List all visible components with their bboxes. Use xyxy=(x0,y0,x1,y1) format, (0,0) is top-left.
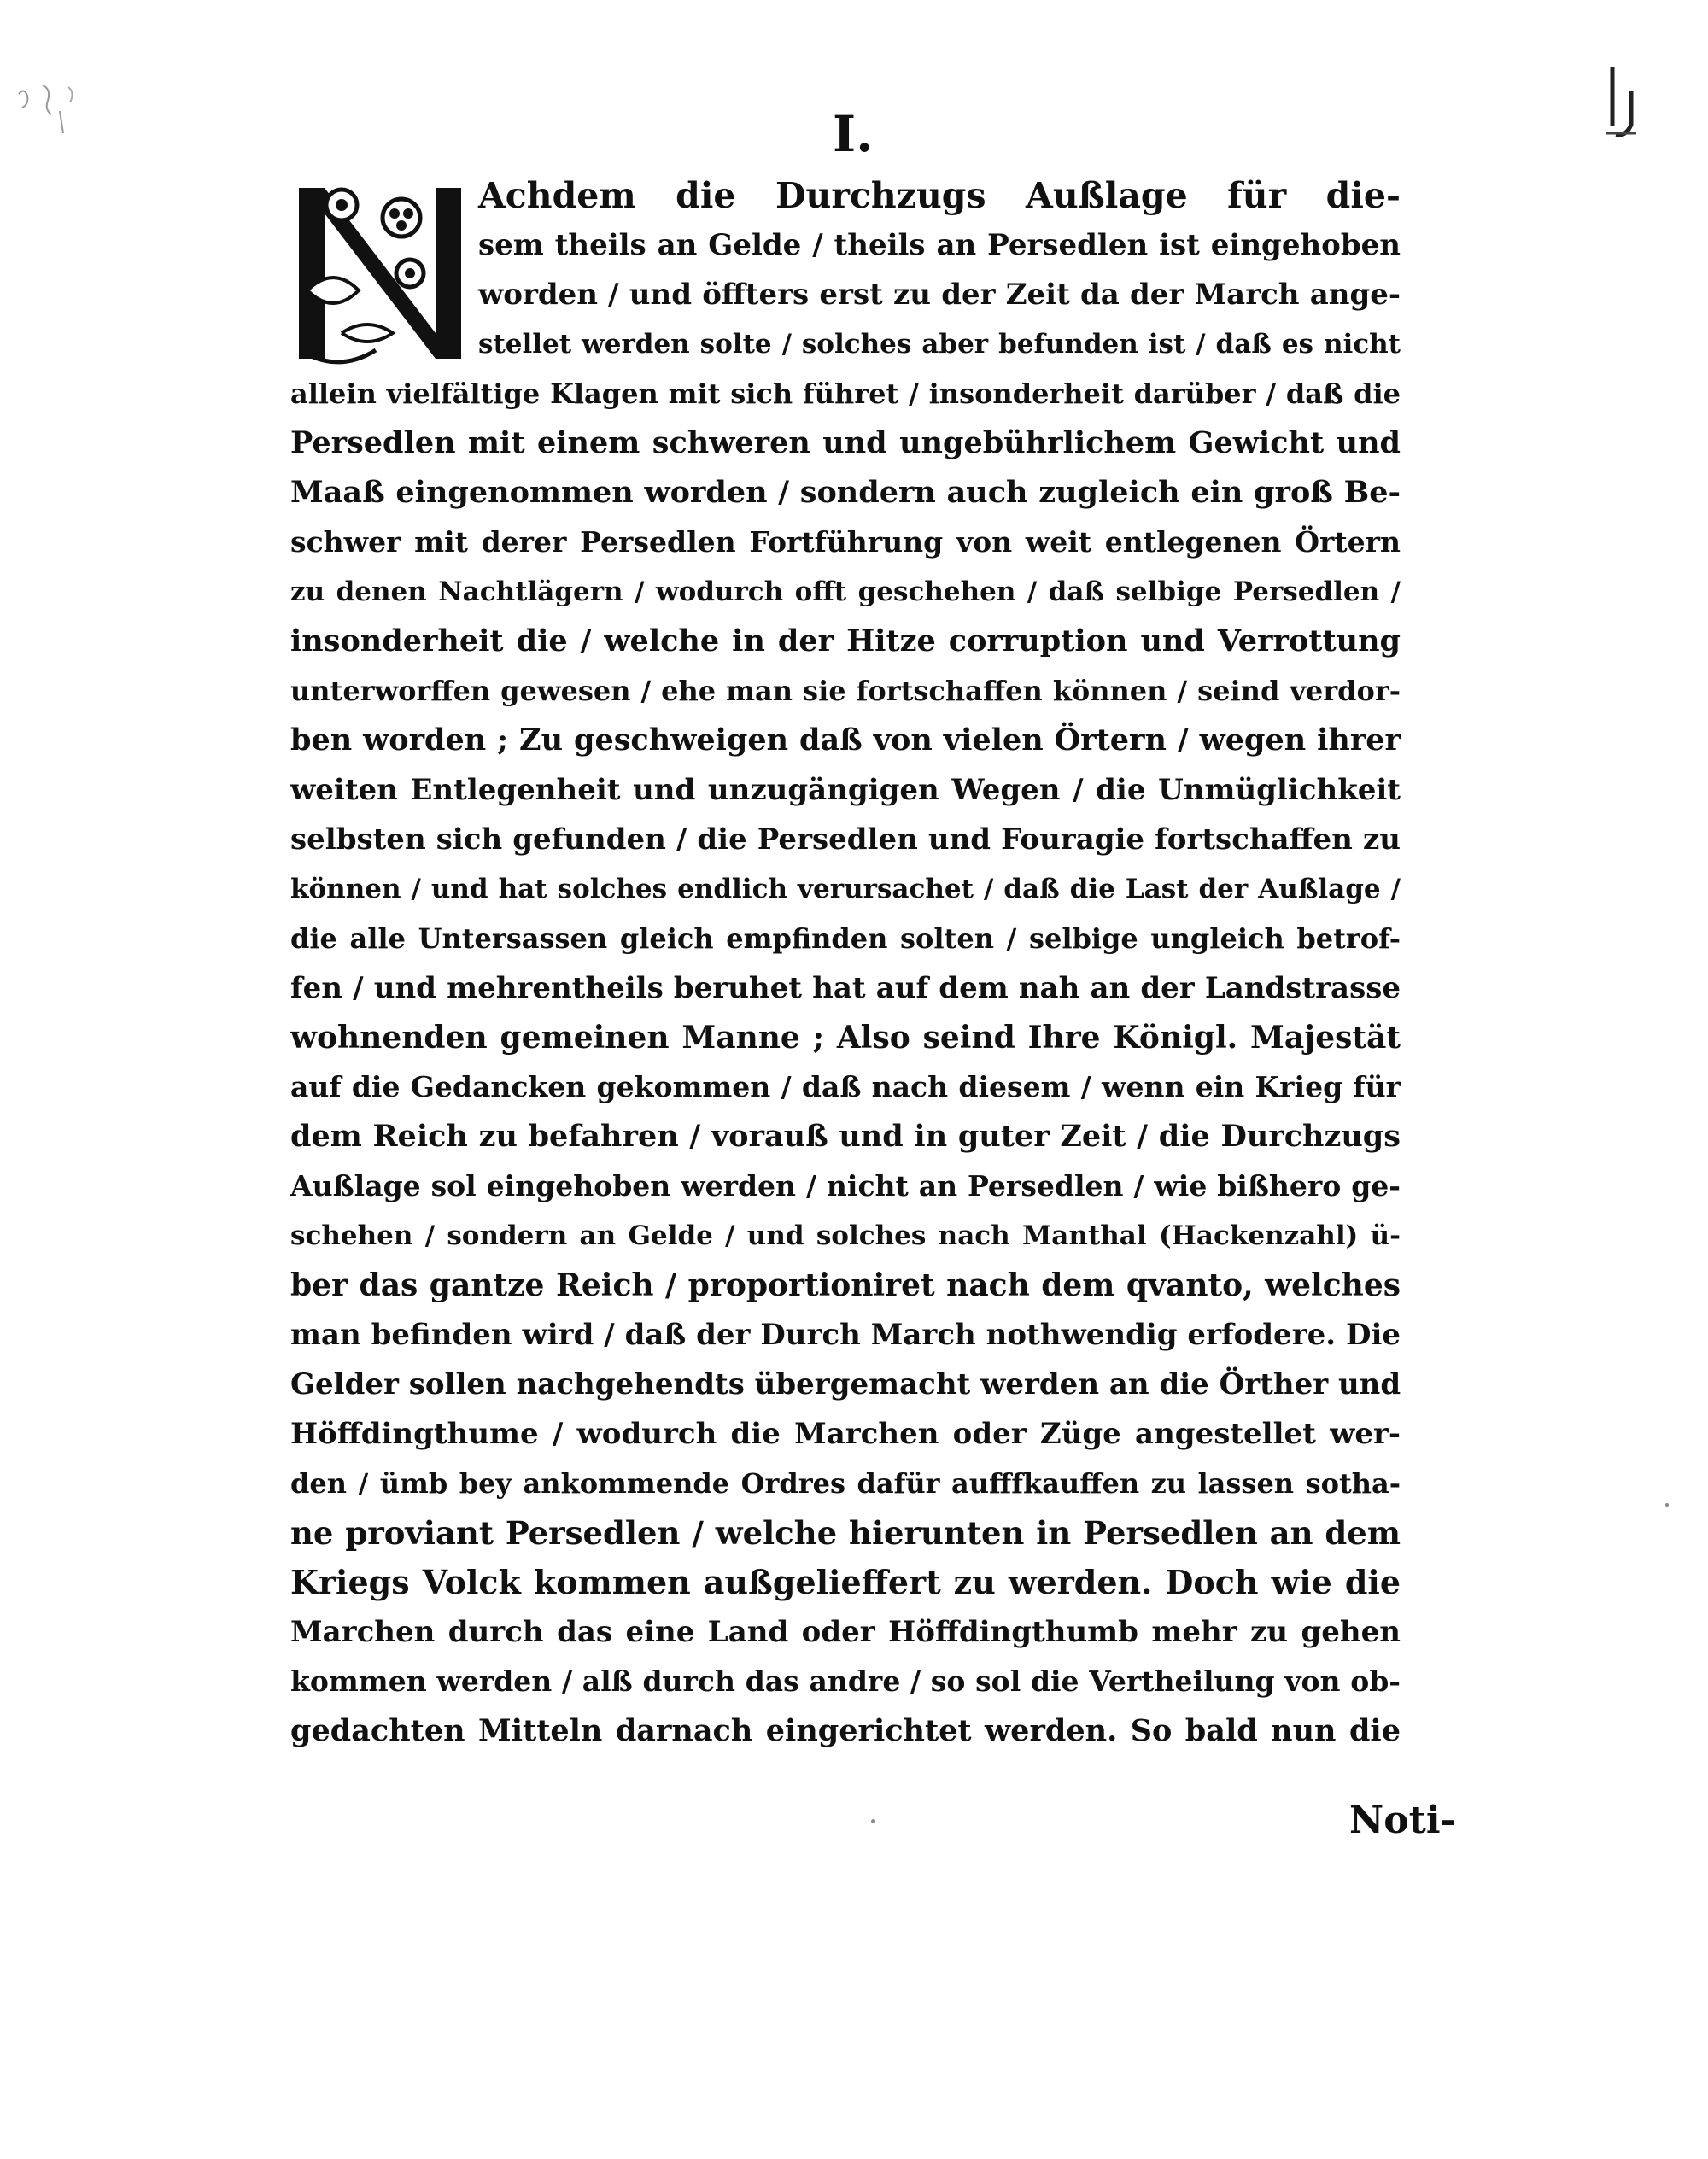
text-line: sem theils an Gelde / theils an Persedlen ist eingehoben xyxy=(478,228,1401,262)
text-line: die alle Untersassen gleich empfinden solten / selbige ungleich betrof- xyxy=(290,922,1401,955)
text-line: ne proviant Persedlen / welche hierunten in Persedlen an dem xyxy=(290,1514,1401,1552)
text-line: den / ümb bey ankommende Ordres dafür aufffkauffen zu lassen sotha- xyxy=(290,1467,1401,1500)
text-line: Maaß eingenommen worden / sondern auch zugleich ein groß Be- xyxy=(290,475,1401,510)
margin-page-mark xyxy=(1597,60,1648,145)
text-line: Marchen durch das eine Land oder Höffdingthumb mehr zu gehen xyxy=(290,1615,1401,1649)
text-line: unterworffen gewesen / ehe man sie fortschaffen können / seind verdor- xyxy=(290,675,1401,707)
catchword: Noti- xyxy=(1349,1799,1456,1842)
text-line: stellet werden solte / solches aber befunden ist / daß es nicht xyxy=(478,329,1401,360)
text-line: Achdem die Durchzugs Außlage für die- xyxy=(478,175,1401,216)
text-line: weiten Entlegenheit und unzugängigen Wegen / die Unmüglichkeit xyxy=(290,773,1401,807)
text-line: allein vielfältige Klagen mit sich führet / insonderheit darüber / daß die xyxy=(290,377,1401,410)
text-line: Außlage sol eingehoben werden / nicht an Persedlen / wie bißhero ge- xyxy=(290,1169,1401,1202)
text-line: kommen werden / alß durch das andre / so sol die Vertheilung von ob- xyxy=(290,1665,1401,1698)
text-line: selbsten sich gefunden / die Persedlen und Fouragie fortschaffen zu xyxy=(290,822,1401,857)
text-line: dem Reich zu befahren / vorauß und in guter Zeit / die Durchzugs xyxy=(290,1119,1401,1154)
scan-speck xyxy=(871,1819,875,1823)
text-line: Kriegs Volck kommen außgelieffert zu werden. Doch wie die xyxy=(290,1563,1401,1601)
text-line: schwer mit derer Persedlen Fortführung von weit entlegenen Örtern xyxy=(290,525,1401,559)
text-line: worden / und öffters erst zu der Zeit da der March ange- xyxy=(478,278,1401,312)
text-line: Höffdingthume / wodurch die Marchen oder Züge angestellet wer- xyxy=(290,1417,1401,1451)
margin-annotation-mark xyxy=(9,68,85,145)
text-line: auf die Gedancken gekommen / daß nach diesem / wenn ein Krieg für xyxy=(290,1070,1401,1103)
text-line: ber das gantze Reich / proportioniret nach dem qvanto, welches xyxy=(290,1267,1401,1303)
body-text xyxy=(290,171,1401,1756)
scan-speck xyxy=(1665,1503,1669,1507)
text-line: ben worden ; Zu geschweigen daß von vielen Örtern / wegen ihrer xyxy=(290,723,1401,758)
text-line: können / und hat solches endlich verursachet / daß die Last der Außlage / xyxy=(290,874,1401,904)
text-line: man befinden wird / daß der Durch March nothwendig erfodere. Die xyxy=(290,1318,1401,1352)
text-line: fen / und mehrentheils beruhet hat auf dem nah an der Landstrasse xyxy=(290,971,1401,1005)
text-line: insonderheit die / welche in der Hitze corruption und Verrottung xyxy=(290,623,1401,658)
text-line: zu denen Nachtlägern / wodurch offt geschehen / daß selbige Persedlen / xyxy=(290,576,1401,607)
text-line: schehen / sondern an Gelde / und solches nach Manthal (Hackenzahl) ü- xyxy=(290,1220,1401,1251)
text-line: wohnenden gemeinen Manne ; Also seind Ihre Königl. Majestät xyxy=(290,1020,1401,1056)
text-line: gedachten Mitteln darnach eingerichtet werden. So bald nun die xyxy=(290,1713,1401,1748)
text-line: Gelder sollen nachgehendts übergemacht werden an die Örther und xyxy=(290,1367,1401,1401)
section-number: I. xyxy=(833,105,874,163)
text-line: Persedlen mit einem schweren und ungebührlichem Gewicht und xyxy=(290,425,1401,460)
